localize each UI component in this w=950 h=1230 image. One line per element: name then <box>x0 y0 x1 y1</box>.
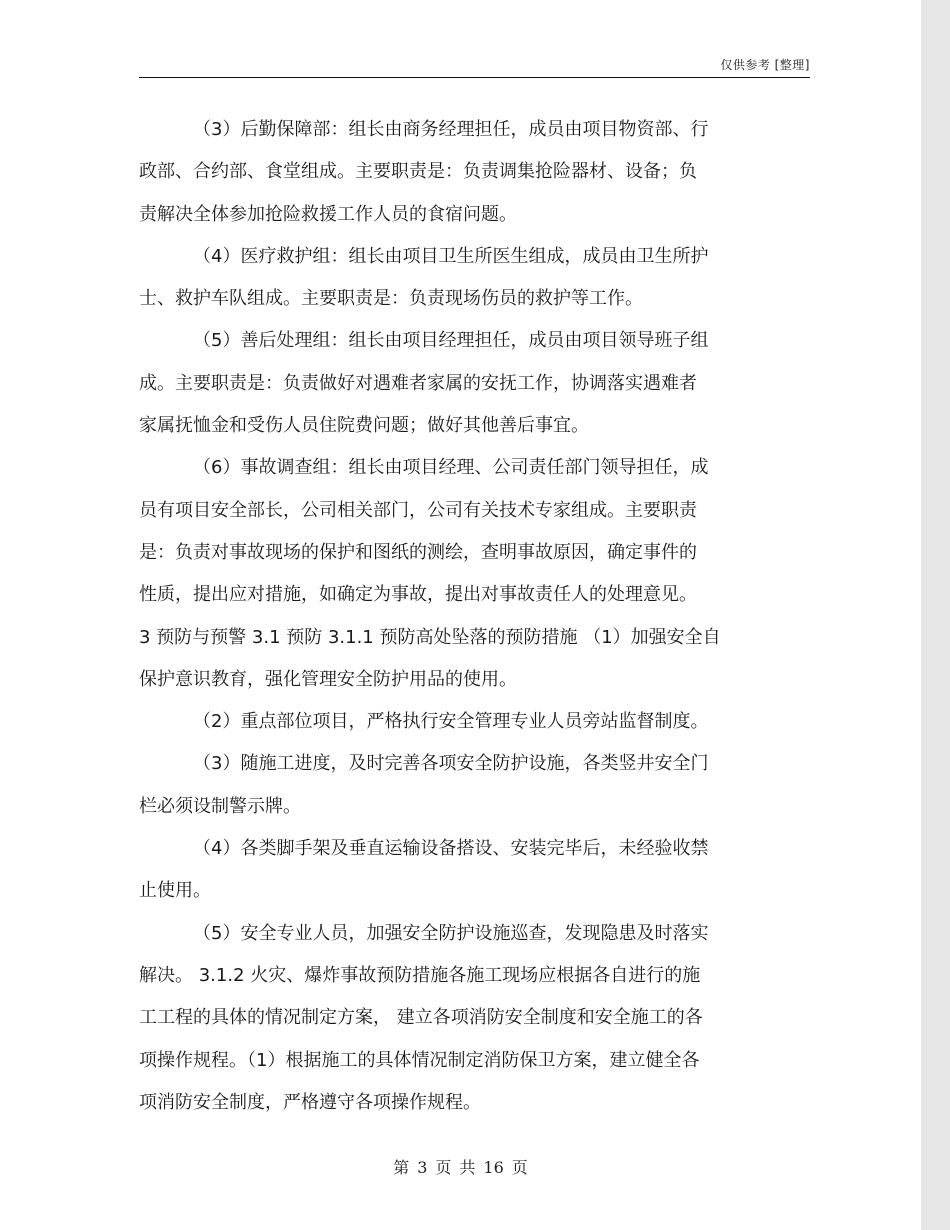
text-line: 员有项目安全部长，公司相关部门，公司有关技术专家组成。主要职责 <box>139 499 697 521</box>
footer-total-pages: 16 <box>483 1158 504 1177</box>
text-line: （3）后勤保障部：组长由商务经理担任，成员由项目物资部、行 <box>193 119 709 140</box>
text-line: （4）各类脚手架及垂直运输设备搭设、安装完毕后，未经验收禁 <box>193 838 709 860</box>
text-line: 政部、合约部、食堂组成。主要职责是：负责调集抢险器材、设备；负 <box>139 161 697 183</box>
footer-current-page: 3 <box>417 1158 428 1177</box>
text-line: 保护意识教育，强化管理安全防护用品的使用。 <box>139 668 517 690</box>
footer-ye: 页 <box>435 1158 452 1177</box>
header-note: 仅供参考 [整理] <box>720 58 810 72</box>
footer-ye-end: 页 <box>511 1158 528 1177</box>
text-line: 解决。 3.1.2 火灾、爆炸事故预防措施各施工现场应根据各自进行的施 <box>139 964 701 986</box>
text-line: （2）重点部位项目，严格执行安全管理专业人员旁站监督制度。 <box>193 711 709 733</box>
footer-di: 第 <box>393 1158 410 1177</box>
page-footer <box>0 1155 921 1178</box>
header-divider <box>139 77 810 78</box>
text-line: 项操作规程。（1）根据施工的具体情况制定消防保卫方案，建立健全各 <box>139 1049 700 1071</box>
text-line: 家属抚恤金和受伤人员住院费问题；做好其他善后事宜。 <box>139 415 589 437</box>
text-line: 士、救护车队组成。主要职责是：负责现场伤员的救护等工作。 <box>139 288 643 310</box>
text-line: 是：负责对事故现场的保护和图纸的测绘，查明事故原因，确定事件的 <box>139 541 697 563</box>
text-line: （4）医疗救护组：组长由项目卫生所医生组成，成员由卫生所护 <box>193 245 709 267</box>
text-line: （6）事故调查组：组长由项目经理、公司责任部门领导担任，成 <box>193 457 709 479</box>
footer-gong: 共 <box>459 1158 476 1177</box>
text-line: （5）善后处理组：组长由项目经理担任，成员由项目领导班子组 <box>193 330 709 352</box>
text-line: 3 预防与预警 3.1 预防 3.1.1 预防高处坠落的预防措施 （1）加强安全自 <box>139 626 721 648</box>
text-line: 栏必须设制警示牌。 <box>139 795 301 817</box>
text-line: 责解决全体参加抢险救援工作人员的食宿问题。 <box>139 203 517 225</box>
text-line: 工工程的具体的情况制定方案， 建立各项消防安全制度和安全施工的各 <box>139 1007 703 1029</box>
text-line: 止使用。 <box>139 880 211 902</box>
text-line: 项消防安全制度，严格遵守各项操作规程。 <box>139 1091 481 1113</box>
text-line: （3）随施工进度，及时完善各项安全防护设施，各类竖井安全门 <box>193 753 709 775</box>
text-line: 性质，提出应对措施，如确定为事故，提出对事故责任人的处理意见。 <box>139 584 697 606</box>
body-text <box>139 109 809 1124</box>
text-line: （5）安全专业人员，加强安全防护设施巡查，发现隐患及时落实 <box>193 922 709 944</box>
text-line: 成。主要职责是：负责做好对遇难者家属的安抚工作，协调落实遇难者 <box>139 372 697 394</box>
